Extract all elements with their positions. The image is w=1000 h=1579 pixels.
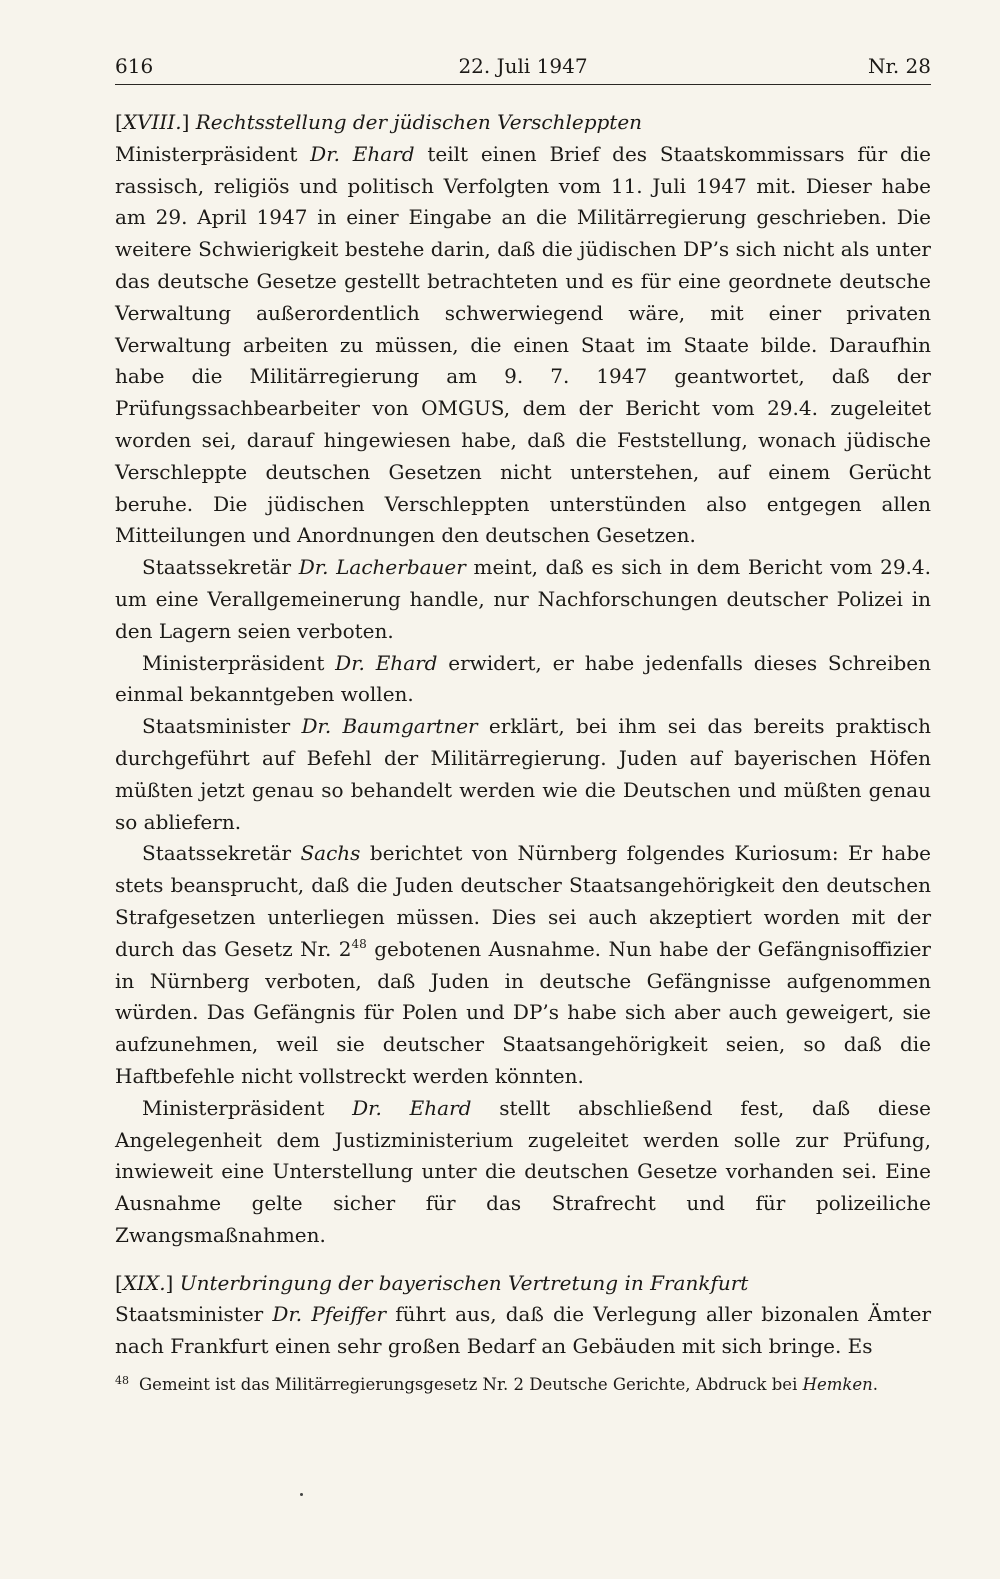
speaker-title: Dr. bbox=[310, 141, 340, 166]
speaker-name: Sachs bbox=[300, 841, 361, 866]
paragraph bbox=[115, 648, 931, 712]
section-number: XVIII. bbox=[122, 110, 182, 134]
text-run: Ministerpräsident bbox=[142, 650, 336, 675]
section-heading-18: [XVIII.] Rechtsstellung der jüdischen Verschleppten bbox=[115, 110, 643, 134]
section-title: Rechtsstellung der jüdischen Verschleppten bbox=[195, 110, 643, 134]
speaker-name: Ehard bbox=[364, 650, 438, 675]
speaker-title: Dr. bbox=[301, 714, 332, 739]
text-run: meint, daß es sich in dem Bericht vom 29.4. um eine Verallgemeinerung handle, nur Nachforschungen deutscher Polizei in den Lagern seien verboten. bbox=[115, 555, 931, 643]
speaker-title: Dr. bbox=[298, 555, 329, 580]
footnote-author: Hemken bbox=[802, 1375, 873, 1394]
footnote-number: 48 bbox=[115, 1374, 129, 1387]
footnote-end: . bbox=[872, 1375, 879, 1394]
footnote-reference[interactable]: 48 bbox=[351, 936, 367, 951]
text-run: erklärt, bei ihm sei das bereits praktisch durchgeführt auf Befehl der Militärregierung. Juden auf bayerischen Höfen müßten jetzt genau so behandelt werden wie die Deutschen und müßten genau so abliefern. bbox=[115, 714, 931, 834]
text-run: Ministerpräsident bbox=[115, 141, 311, 166]
running-header bbox=[115, 54, 931, 85]
text-run: führt aus, daß die Verlegung aller bizonalen Ämter nach Frankfurt einen sehr großen Bedarf an Gebäuden mit sich bringe. Es bbox=[115, 1302, 931, 1359]
paragraph bbox=[115, 552, 931, 647]
speaker-name: Ehard bbox=[339, 141, 415, 166]
speaker-name: Baumgartner bbox=[331, 714, 478, 739]
paragraph bbox=[115, 139, 931, 552]
body-text bbox=[115, 107, 931, 1363]
speaker-name: Pfeiffer bbox=[302, 1302, 387, 1327]
paragraph bbox=[115, 1299, 931, 1363]
footnote-text: Gemeint ist das Militärregierungsgesetz Nr. 2 Deutsche Gerichte, Abdruck bei bbox=[139, 1375, 803, 1394]
paragraph bbox=[115, 1093, 931, 1252]
header-issue: Nr. 28 bbox=[867, 54, 931, 78]
speaker-name: Ehard bbox=[381, 1095, 472, 1120]
text-run: Ministerpräsident bbox=[142, 1095, 353, 1120]
text-run: Staatssekretär bbox=[142, 841, 301, 866]
section-title: Unterbringung der bayerischen Vertretung in Frankfurt bbox=[179, 1270, 749, 1295]
text-run: Staatsminister bbox=[142, 714, 302, 739]
speaker-title: Dr. bbox=[335, 650, 365, 675]
text-run: Staatsminister bbox=[115, 1302, 273, 1327]
text-run: berichtet von Nürnberg folgendes Kuriosum: Er habe stets beansprucht, daß die Juden deutscher Staatsangehörigkeit den deutschen Strafgesetzen unterliegen müssen. Dies sei auch akzeptiert worden mit der durch das Gesetz Nr. 2 bbox=[115, 841, 931, 961]
text-run: stellt abschließend fest, daß diese Angelegenheit dem Justizministerium zugeleitet werden solle zur Prüfung, inwieweit eine Unterstellung unter die deutschen Gesetze vorhanden sei. Eine Ausnahme gelte sicher für das Strafrecht und für polizeiliche Zwangsmaßnahmen. bbox=[115, 1095, 932, 1247]
text-run: teilt einen Brief des Staatskommissars für die rassisch, religiös und politisch Verfolgten vom 11. Juli 1947 mit. Dieser habe am 29. April 1947 in einer Eingabe an die Militärregierung geschrieben. Die weitere Schwierigkeit bestehe darin, daß die jüdischen DP’s sich nicht als unter das deutsche Gesetze gestellt betrachteten und es für eine geordnete deutsche Verwaltung außerordentlich schwerwiegend wäre, mit einer privaten Verwaltung arbeiten zu müssen, die einen Staat im Staate bilde. Daraufhin habe die Militärregierung am 9. 7. 1947 geantwortet, daß der Prüfungssachbearbeiter von OMGUS, dem der Bericht vom 29.4. zugeleitet worden sei, darauf hingewiesen habe, daß die Feststellung, wonach jüdische Verschleppte deutschen Gesetzen nicht unterstehen, auf einem Gerücht beruhe. Die jüdischen Verschleppten unterstünden also entgegen allen Mitteilungen und Anordnungen den deutschen Gesetzen. bbox=[115, 141, 932, 548]
text-run: erwidert, er habe jedenfalls dieses Schreiben einmal bekanntgeben wollen. bbox=[115, 650, 931, 707]
section-heading-19: [XIX.] Unterbringung der bayerischen Vertretung in Frankfurt bbox=[115, 1270, 749, 1295]
text-run: gebotenen Ausnahme. Nun habe der Gefängnisoffizier in Nürnberg verboten, daß Juden in deutsche Gefängnisse aufgenommen würden. Das Gefängnis für Polen und DP’s habe sich aber auch geweigert, sie aufzunehmen, weil sie deutscher Staatsangehörigkeit seien, so daß die Haftbefehle nicht vollstreckt werden könnten. bbox=[115, 936, 931, 1088]
section-number: XIX. bbox=[122, 1270, 166, 1295]
ink-speck bbox=[300, 1493, 303, 1496]
text-run: Staatssekretär bbox=[142, 555, 299, 580]
speaker-title: Dr. bbox=[272, 1302, 303, 1327]
footnote bbox=[115, 1370, 931, 1396]
speaker-title: Dr. bbox=[352, 1095, 382, 1120]
speaker-name: Lacherbauer bbox=[328, 555, 466, 580]
header-date: 22. Juli 1947 bbox=[458, 54, 588, 78]
paragraph bbox=[115, 711, 931, 838]
paragraph bbox=[115, 838, 931, 1092]
page-number: 616 bbox=[115, 54, 154, 78]
